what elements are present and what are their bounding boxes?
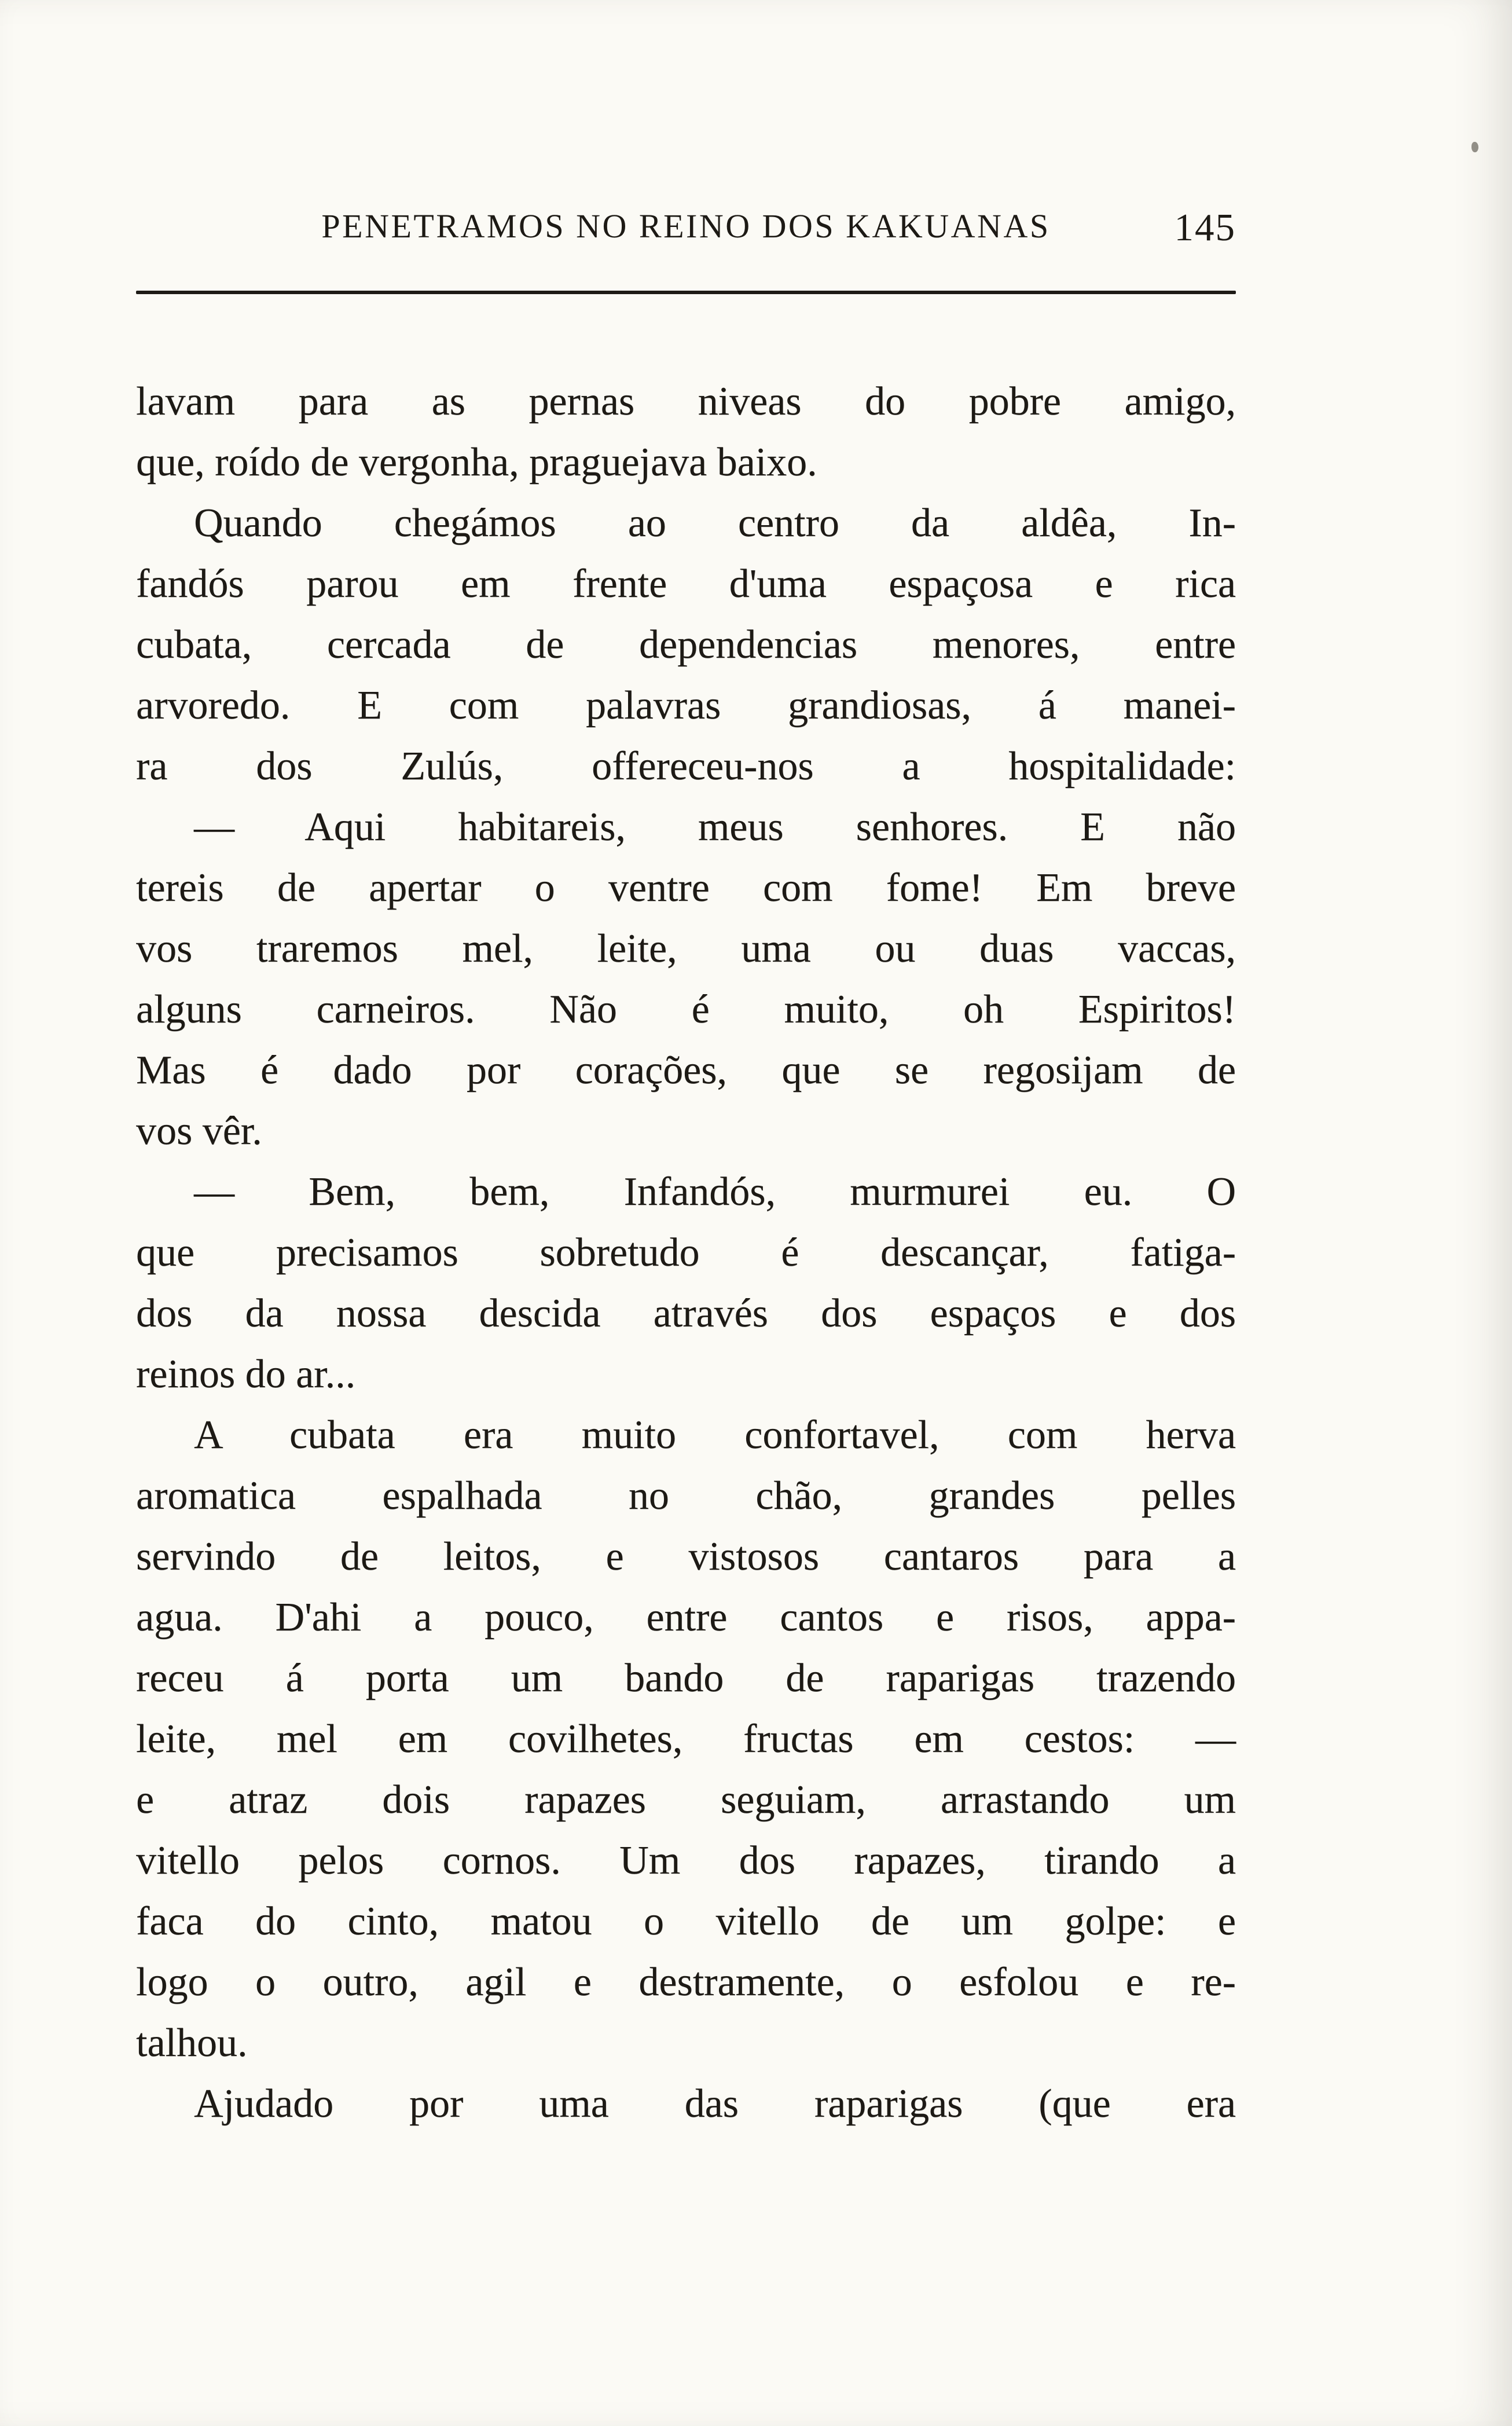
text-line: vos vêr. [136,1109,262,1153]
text-line: cubata, cercada de dependencias menores, entre [136,622,1236,667]
page-body [136,371,1236,2134]
page-number: 145 [1174,206,1236,249]
header-rule [136,291,1236,294]
text-line: receu á porta um bando de raparigas trazendo [136,1656,1236,1701]
text-line: lavam para as pernas niveas do pobre amigo, [136,379,1236,424]
text-line: que, roído de vergonha, praguejava baixo. [136,440,817,485]
text-line: agua. D'ahi a pouco, entre cantos e risos, appa- [136,1595,1236,1640]
text-line: — Aqui habitareis, meus senhores. E não [194,805,1236,849]
text-line: — Bem, bem, Infandós, murmurei eu. O [194,1170,1236,1214]
text-line: leite, mel em covilhetes, fructas em cestos: — [136,1717,1236,1761]
text-line: dos da nossa descida através dos espaços e dos [136,1291,1236,1336]
text-line: e atraz dois rapazes seguiam, arrastando um [136,1778,1236,1822]
text-line: talhou. [136,2021,248,2065]
text-line: Quando chegámos ao centro da aldêa, In- [194,501,1236,545]
text-line: Ajudado por uma das raparigas (que era [194,2081,1236,2126]
text-line: servindo de leitos, e vistosos cantaros para a [136,1534,1236,1579]
text-line: arvoredo. E com palavras grandiosas, á manei- [136,683,1236,728]
text-line: alguns carneiros. Não é muito, oh Espiritos! [136,987,1236,1032]
running-title: PENETRAMOS NO REINO DOS KAKUANAS [321,207,1051,245]
text-line: aromatica espalhada no chão, grandes pelles [136,1474,1236,1518]
text-line: vos traremos mel, leite, uma ou duas vaccas, [136,926,1236,971]
text-line: fandós parou em frente d'uma espaçosa e rica [136,562,1236,606]
scan-speck [1471,142,1478,152]
text-line: logo o outro, agil e destramente, o esfolou e re- [136,1960,1236,2004]
text-line: faca do cinto, matou o vitello de um golpe: e [136,1899,1236,1944]
text-line: vitello pelos cornos. Um dos rapazes, tirando a [136,1838,1236,1883]
page-content [136,207,1236,2134]
text-line: ra dos Zulús, offereceu-nos a hospitalidade: [136,744,1236,789]
text-line: que precisamos sobretudo é descançar, fatiga- [136,1230,1236,1275]
text-line: A cubata era muito confortavel, com herva [194,1413,1236,1457]
text-line: reinos do ar... [136,1352,356,1397]
page-header [136,206,1236,249]
text-line: Mas é dado por corações, que se regosijam de [136,1048,1236,1093]
text-line: tereis de apertar o ventre com fome! Em breve [136,866,1236,910]
